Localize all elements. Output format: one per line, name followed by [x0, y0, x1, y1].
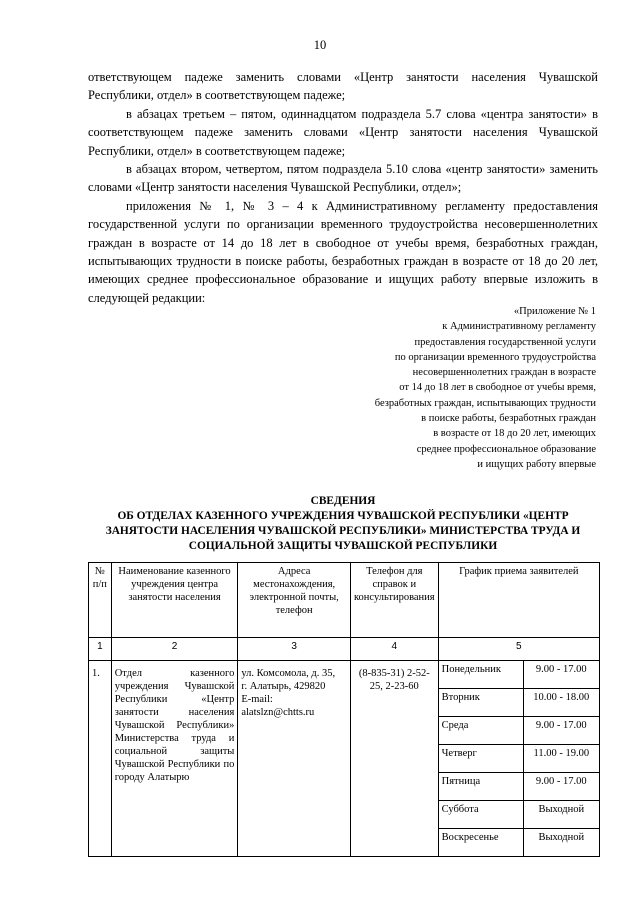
address-line: г. Алатырь, 429820 — [241, 681, 326, 692]
row-address — [238, 661, 351, 857]
schedule-day: Воскресенье — [439, 829, 524, 857]
schedule-row — [439, 773, 599, 801]
schedule-day: Вторник — [439, 689, 524, 717]
row-name: Отдел казенного учреждения Чувашской Республики «Центр занятости населения Чувашской Республики» Министерства труда и социальной защиты Чувашской Республики по городу Алатырю — [111, 661, 238, 857]
schedule-row — [439, 801, 599, 829]
schedule-time: 9.00 - 17.00 — [523, 661, 599, 689]
heading-title: СВЕДЕНИЯ — [310, 495, 376, 507]
appendix-caption — [296, 304, 596, 472]
header-num: № п/п — [89, 563, 112, 638]
schedule-day: Среда — [439, 717, 524, 745]
schedule-row — [439, 829, 599, 857]
appendix-line: к Административному регламенту — [442, 321, 596, 333]
email-address: alatslzn@chtts.ru — [241, 707, 315, 718]
document-heading — [88, 494, 598, 554]
appendix-line: среднее профессиональное образование — [416, 443, 596, 455]
schedule-day: Суббота — [439, 801, 524, 829]
column-number-row — [89, 638, 600, 661]
column-number: 4 — [350, 638, 438, 661]
header-name: Наименование казенного учреждения центра занятости населения — [111, 563, 238, 638]
schedule-row — [439, 745, 599, 773]
schedule-time: 10.00 - 18.00 — [523, 689, 599, 717]
schedule-row — [439, 689, 599, 717]
header-schedule: График приема заявителей — [438, 563, 599, 638]
header-phone: Телефон для справок и консультирования — [350, 563, 438, 638]
schedule-day: Пятница — [439, 773, 524, 801]
appendix-line: «Приложение № 1 — [513, 306, 596, 317]
schedule-day: Понедельник — [439, 661, 524, 689]
row-phone: (8-835-31) 2-52-25, 2-23-60 — [350, 661, 438, 857]
schedule-time: 11.00 - 19.00 — [523, 745, 599, 773]
appendix-line: безработных граждан, испытывающих трудности — [374, 397, 596, 409]
column-number: 3 — [238, 638, 351, 661]
appendix-line: в поиске работы, безработных граждан — [421, 413, 596, 425]
appendix-line: по организации временного трудоустройства — [394, 351, 596, 363]
appendix-line: предоставления государственной услуги — [414, 336, 596, 348]
body-text — [88, 68, 598, 307]
row-schedule — [438, 661, 599, 857]
schedule-time: Выходной — [523, 801, 599, 829]
header-address: Адреса местонахождения, электронной почты, телефон — [238, 563, 351, 638]
schedule-row — [439, 717, 599, 745]
heading-subtitle: ОБ ОТДЕЛАХ КАЗЕННОГО УЧРЕЖДЕНИЯ ЧУВАШСКОЙ РЕСПУБЛИКИ «ЦЕНТР ЗАНЯТОСТИ НАСЕЛЕНИЯ ЧУВАШСКОЙ РЕСПУБЛИКИ» МИНИСТЕРСТВА ТРУДА И СОЦИАЛЬНОЙ ЗАЩИТЫ ЧУВАШСКОЙ РЕСПУБЛИКИ — [105, 510, 581, 552]
column-number: 2 — [111, 638, 238, 661]
paragraph: приложения № 1, № 3 – 4 к Административному регламенту предоставления государственной услуги по организации временного трудоустройства несовершеннолетних граждан в возрасте от 14 до 18 лет в свободное от учебы время, безработных граждан, испытывающих трудности в поиске работы, безработных граждан в возрасте от 18 до 20 лет, имеющих среднее профессиональное образование и ищущих работу впервые изложить в следующей редакции: — [88, 198, 598, 305]
column-number: 1 — [89, 638, 112, 661]
table-row — [89, 661, 600, 857]
schedule-time: 9.00 - 17.00 — [523, 717, 599, 745]
paragraph: ответствующем падеже заменить словами «Центр занятости населения Чувашской Республики, отдел» в соответствующем падеже; — [88, 70, 598, 103]
address-line: ул. Комсомола, д. 35, — [241, 668, 336, 679]
paragraph: в абзацах третьем – пятом, одиннадцатом подраздела 5.7 слова «центра занятости» в соответствующем падеже заменить словами «Центр занятости населения Чувашской Республики, отдел» в соответствующем падеже; — [88, 106, 598, 158]
info-table — [88, 562, 600, 857]
schedule-row — [439, 661, 599, 689]
column-number: 5 — [438, 638, 599, 661]
schedule-time: Выходной — [523, 829, 599, 857]
schedule-table — [439, 661, 599, 856]
schedule-time: 9.00 - 17.00 — [523, 773, 599, 801]
email-label: E-mail: — [241, 694, 273, 705]
paragraph: в абзацах втором, четвертом, пятом подраздела 5.10 слова «центр занятости» заменить словами «Центр занятости населения Чувашской Республики, отдел»; — [88, 162, 598, 195]
table-header-row — [89, 563, 600, 638]
schedule-day: Четверг — [439, 745, 524, 773]
appendix-line: от 14 до 18 лет в свободное от учебы время, — [399, 382, 596, 394]
row-num: 1. — [89, 661, 112, 857]
appendix-line: в возрасте от 18 до 20 лет, имеющих — [433, 428, 596, 440]
appendix-line: и ищущих работу впервые — [477, 458, 596, 470]
appendix-line: несовершеннолетних граждан в возрасте — [412, 367, 596, 379]
page-number: 10 — [313, 38, 327, 52]
